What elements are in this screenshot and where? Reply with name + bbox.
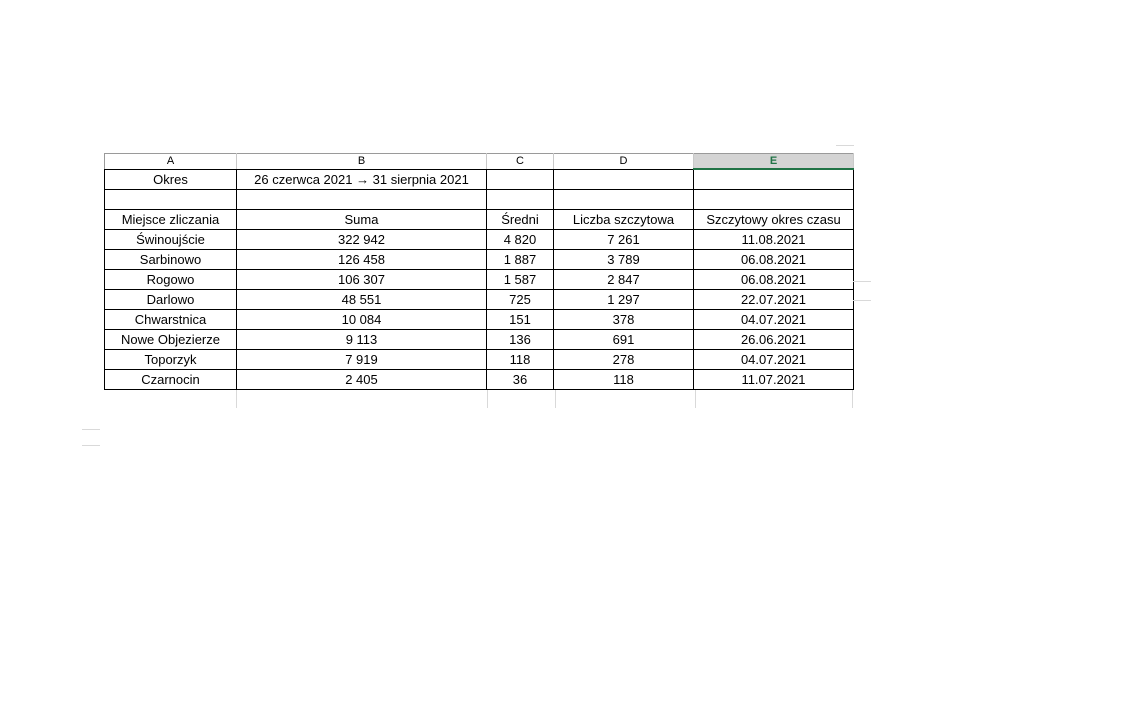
data-table[interactable] xyxy=(104,153,854,390)
column-header-e[interactable]: E xyxy=(694,154,854,170)
cell-c10[interactable]: 118 xyxy=(487,350,554,370)
cell-b6[interactable]: 106 307 xyxy=(237,270,487,290)
cell-c8[interactable]: 151 xyxy=(487,310,554,330)
cell-a8[interactable]: Chwarstnica xyxy=(105,310,237,330)
cell-c4[interactable]: 4 820 xyxy=(487,230,554,250)
cell-e10[interactable]: 04.07.2021 xyxy=(694,350,854,370)
table-row[interactable] xyxy=(105,169,854,190)
cell-c11[interactable]: 36 xyxy=(487,370,554,390)
cell-e9[interactable]: 26.06.2021 xyxy=(694,330,854,350)
cell-d8[interactable]: 378 xyxy=(554,310,694,330)
cell-c5[interactable]: 1 887 xyxy=(487,250,554,270)
grid-guide-line xyxy=(82,445,100,446)
cell-a10[interactable]: Toporzyk xyxy=(105,350,237,370)
cell-a5[interactable]: Sarbinowo xyxy=(105,250,237,270)
table-row[interactable] xyxy=(105,270,854,290)
table-row[interactable] xyxy=(105,250,854,270)
cell-c2[interactable] xyxy=(487,190,554,210)
cell-d11[interactable]: 118 xyxy=(554,370,694,390)
cell-e11[interactable]: 11.07.2021 xyxy=(694,370,854,390)
cell-d3[interactable]: Liczba szczytowa xyxy=(554,210,694,230)
cell-b8[interactable]: 10 084 xyxy=(237,310,487,330)
cell-a11[interactable]: Czarnocin xyxy=(105,370,237,390)
cell-d7[interactable]: 1 297 xyxy=(554,290,694,310)
cell-b1[interactable]: 26 czerwca 2021 → 31 sierpnia 2021 xyxy=(237,169,487,190)
cell-d4[interactable]: 7 261 xyxy=(554,230,694,250)
grid-guide-line xyxy=(853,281,871,282)
cell-b4[interactable]: 322 942 xyxy=(237,230,487,250)
cell-a3[interactable]: Miejsce zliczania xyxy=(105,210,237,230)
table-row[interactable] xyxy=(105,350,854,370)
cell-d9[interactable]: 691 xyxy=(554,330,694,350)
cell-e2[interactable] xyxy=(694,190,854,210)
cell-c6[interactable]: 1 587 xyxy=(487,270,554,290)
grid-guide-line xyxy=(852,390,853,408)
column-header-a[interactable]: A xyxy=(105,154,237,170)
cell-a1[interactable]: Okres xyxy=(105,169,237,190)
cell-e6[interactable]: 06.08.2021 xyxy=(694,270,854,290)
cell-b7[interactable]: 48 551 xyxy=(237,290,487,310)
cell-a2[interactable] xyxy=(105,190,237,210)
spreadsheet-area[interactable] xyxy=(104,153,853,390)
cell-b5[interactable]: 126 458 xyxy=(237,250,487,270)
cell-e8[interactable]: 04.07.2021 xyxy=(694,310,854,330)
cell-b3[interactable]: Suma xyxy=(237,210,487,230)
cell-b9[interactable]: 9 113 xyxy=(237,330,487,350)
cell-d5[interactable]: 3 789 xyxy=(554,250,694,270)
cell-a4[interactable]: Świnoujście xyxy=(105,230,237,250)
table-row[interactable] xyxy=(105,330,854,350)
cell-d6[interactable]: 2 847 xyxy=(554,270,694,290)
cell-e4[interactable]: 11.08.2021 xyxy=(694,230,854,250)
column-header-d[interactable]: D xyxy=(554,154,694,170)
cell-c1[interactable] xyxy=(487,169,554,190)
column-header-c[interactable]: C xyxy=(487,154,554,170)
grid-guide-line xyxy=(236,390,237,408)
cell-e3[interactable]: Szczytowy okres czasu xyxy=(694,210,854,230)
grid-guide-line xyxy=(487,390,488,408)
cell-b2[interactable] xyxy=(237,190,487,210)
table-row[interactable] xyxy=(105,230,854,250)
cell-c9[interactable]: 136 xyxy=(487,330,554,350)
table-row[interactable] xyxy=(105,290,854,310)
grid-guide-line xyxy=(695,390,696,408)
cell-e5[interactable]: 06.08.2021 xyxy=(694,250,854,270)
cell-c3[interactable]: Średni xyxy=(487,210,554,230)
cell-a9[interactable]: Nowe Objezierze xyxy=(105,330,237,350)
column-header-row xyxy=(105,154,854,170)
table-row[interactable] xyxy=(105,370,854,390)
cell-d1[interactable] xyxy=(554,169,694,190)
cell-e7[interactable]: 22.07.2021 xyxy=(694,290,854,310)
cell-e1[interactable] xyxy=(694,169,854,190)
table-row[interactable] xyxy=(105,190,854,210)
grid-guide-line xyxy=(853,300,871,301)
cell-b11[interactable]: 2 405 xyxy=(237,370,487,390)
cell-d2[interactable] xyxy=(554,190,694,210)
table-row[interactable] xyxy=(105,210,854,230)
grid-guide-line xyxy=(555,390,556,408)
cell-a7[interactable]: Darlowo xyxy=(105,290,237,310)
column-header-b[interactable]: B xyxy=(237,154,487,170)
cell-d10[interactable]: 278 xyxy=(554,350,694,370)
cell-a6[interactable]: Rogowo xyxy=(105,270,237,290)
grid-guide-line xyxy=(82,429,100,430)
grid-guide-line xyxy=(836,145,854,146)
cell-c7[interactable]: 725 xyxy=(487,290,554,310)
cell-b10[interactable]: 7 919 xyxy=(237,350,487,370)
table-row[interactable] xyxy=(105,310,854,330)
